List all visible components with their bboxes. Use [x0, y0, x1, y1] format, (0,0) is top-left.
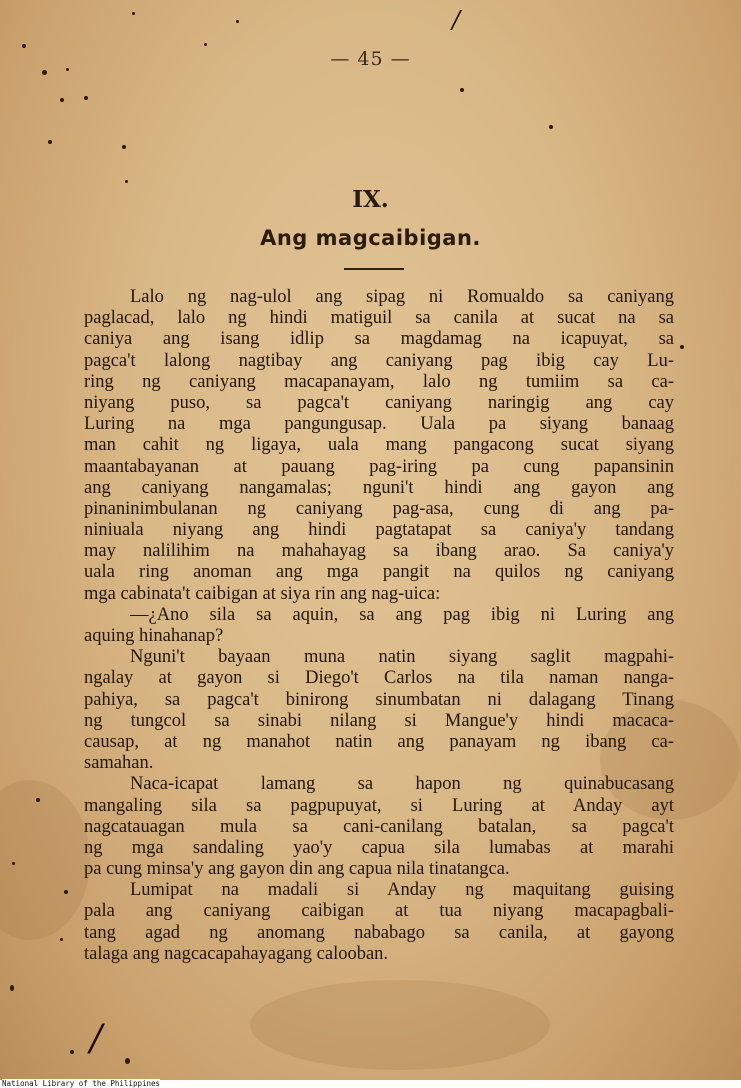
chapter-title: Ang magcaibigan. [260, 226, 481, 250]
chapter-number: IX. [352, 186, 389, 213]
text-line: pala ang caniyang caibigan at tua niyang macapagbali- [84, 901, 674, 922]
ink-speck [48, 140, 52, 144]
text-line: pagca't lalong nagtibay ang caniyang pag ibig cay Lu- [84, 350, 674, 371]
ink-speck [204, 43, 207, 46]
text-line: samahan. [84, 753, 154, 774]
ink-speck [122, 145, 126, 149]
ink-speck [125, 180, 128, 183]
ink-speck [60, 98, 64, 102]
text-line: pahiya, sa pagca't binirong sinumbatan ni dalagang Tinang [84, 689, 674, 710]
text-line: maantabayanan at pauang pag-iring pa cung papansinin [84, 456, 674, 477]
text-line: caniya ang isang idlip sa magdamag na icapuyat, sa [84, 329, 674, 350]
text-line: niniuala niyang ang hindi pagtatapat sa caniya'y tandang [84, 520, 674, 541]
ink-speck [236, 20, 239, 23]
pen-stroke-mark: / [452, 6, 461, 34]
library-credit: National Library of the Philippines [2, 1079, 161, 1088]
text-line: ngalay at gayon si Diego't Carlos na tila naman nanga- [84, 668, 674, 689]
text-line: paglacad, lalo ng hindi matiguil sa canila at sucat na sa [84, 308, 674, 329]
text-line: ang caniyang nangamalas; nguni't hindi ang gayon ang [84, 477, 674, 498]
text-line: Naca-icapat lamang sa hapon ng quinabucasang [130, 774, 674, 795]
paper-stain [250, 980, 550, 1070]
ink-speck [680, 345, 684, 349]
ink-speck [125, 1058, 130, 1064]
text-line: may nalilihim na mahahayag sa ibang arao. Sa caniya'y [84, 541, 674, 562]
ink-speck [64, 890, 68, 894]
text-line: causap, at ng manahot natin ang panayam ng ibang ca- [84, 731, 674, 752]
text-line: ng tungcol sa sinabi nilang si Mangue'y hindi macaca- [84, 710, 674, 731]
text-line: ng mga sandaling yao'y capua sila lumabas at marahi [84, 837, 674, 858]
ink-speck [10, 985, 14, 991]
ink-speck [12, 862, 15, 865]
text-line: Lumipat na madali si Anday ng maquitang guising [130, 880, 674, 901]
text-line: mangaling sila sa pagpupuyat, si Luring at Anday ayt [84, 795, 674, 816]
text-line: tang agad ng anomang nababago sa canila, at gayong [84, 922, 674, 943]
text-line: nagcatauagan mula sa cani-canilang batalan, sa pagca't [84, 816, 674, 837]
ink-speck [36, 798, 40, 802]
ink-speck [132, 12, 135, 15]
title-divider [344, 268, 404, 270]
text-line: pinaninimbulanan ng caniyang pag-asa, cung di ang pa- [84, 498, 674, 519]
text-line: —¿Ano sila sa aquin, sa ang pag ibig ni Luring ang [130, 604, 674, 625]
body-text [84, 287, 674, 965]
text-line: aquing hinahanap? [84, 626, 224, 646]
text-line: Luring na mga pangungusap. Uala pa siyang banaag [84, 414, 674, 435]
ink-speck [549, 125, 553, 129]
pen-stroke-mark: / [90, 1018, 103, 1059]
text-line: mga cabinata't caibigan at siya rin ang nag-uica: [84, 583, 441, 604]
text-line: Nguni't bayaan muna natin siyang saglit magpahi- [130, 647, 674, 668]
ink-speck [70, 1050, 74, 1054]
text-line: ring ng caniyang macapanayam, lalo ng tumiim sa ca- [84, 371, 674, 392]
page-number: — 45 — [330, 48, 411, 70]
text-line: niyang puso, sa pagca't caniyang naringig ang cay [84, 392, 674, 413]
ink-speck [42, 70, 47, 75]
text-line: Lalo ng nag-ulol ang sipag ni Romualdo sa caniyang [130, 287, 674, 307]
text-line: man cahit ng ligaya, uala mang pangacong sucat siyang [84, 435, 674, 456]
text-line: pa cung minsa'y ang gayon din ang capua nila tinatangca. [84, 859, 510, 880]
text-line: uala ring anoman ang mga pangit na quilos ng caniyang [84, 562, 674, 583]
ink-speck [60, 938, 63, 941]
paper-stain [0, 780, 90, 940]
text-line: talaga ang nagcacapahayagang calooban. [84, 943, 389, 964]
ink-speck [460, 88, 464, 92]
ink-speck [84, 96, 88, 100]
